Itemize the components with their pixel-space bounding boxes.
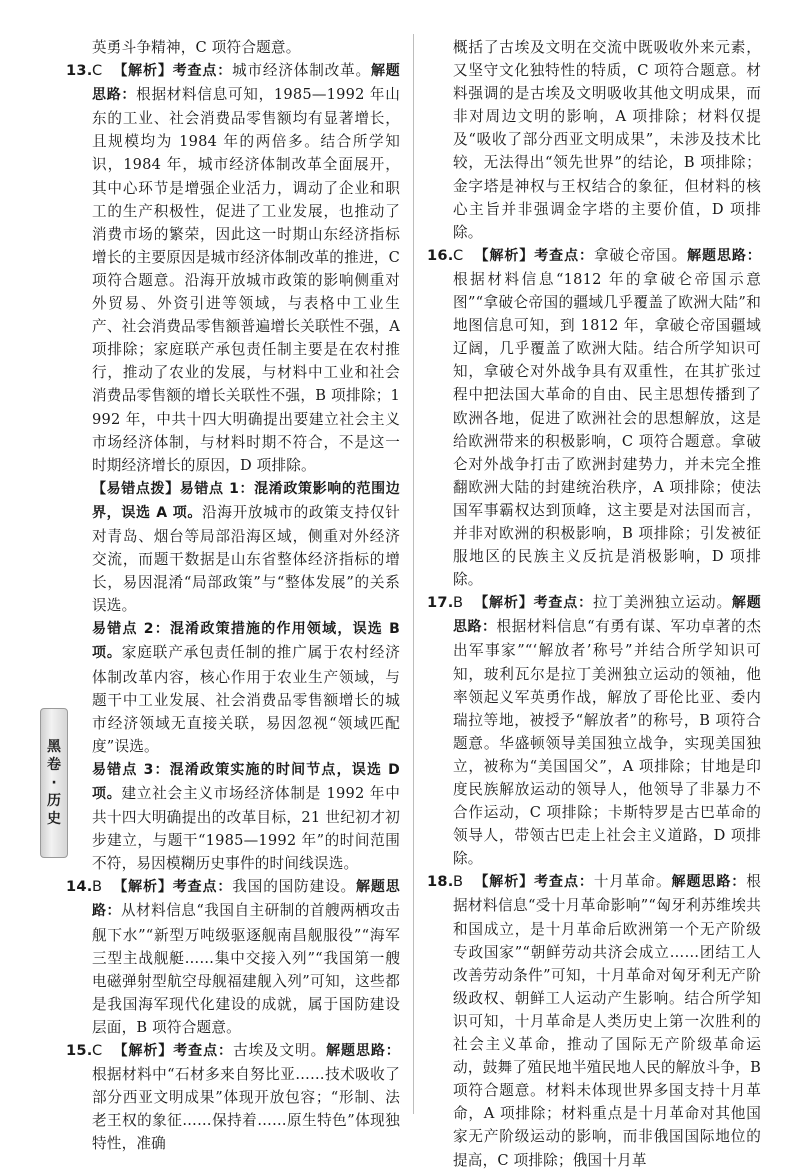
solution-idea-label: 解题思路：	[453, 595, 761, 636]
knowledge-point-label: 考查点：	[534, 247, 594, 264]
error-point-1-text: 沿海开放城市的政策支持仅针对青岛、烟台等局部沿海区域，侧重对外经济交流，而题干数据是山东省整体经济指标的增长，易因混淆“局部政策”与“整体发展”的关系误选。	[92, 503, 400, 615]
explanation-body: 根据材料信息“1812 年的拿破仑帝国示意图”“拿破仑帝国的疆域几乎覆盖了欧洲大陆”和地图信息可知，到 1812 年，拿破仑帝国疆域辽阔，几乎覆盖了欧洲大陆。结合所学知识可知，拿破仑对外战争具有双重性，在其扩张过程中把法国大革命的自由、民主思想传播到了欧洲各地，促进了欧洲社会的思想解放，这是给欧洲带来的积极影响，C 项符合题意。拿破仑对外战争打击了欧洲封建势力，并未完全推翻欧洲大陆的封建统治秩序，A 项排除；使法国军事霸权达到顶峰，这主要是对法国而言，并非对欧洲的积极影响，B 项排除；引发被征服地区的民族主义反抗是消极影响，D 项排除。	[453, 270, 761, 589]
answer-letter: C	[453, 246, 464, 264]
answer-letter: C	[92, 62, 103, 80]
answer-letter: C	[92, 1042, 103, 1060]
explanation-body: 根据材料中“石材多来自努比亚……技术吸收了部分西亚文明成果”体现开放包容；“形制、法老王权的象征……保持着……原生特色”体现独特性，准确	[92, 1066, 400, 1153]
column-divider	[413, 34, 414, 1114]
question-18-explanation	[427, 870, 761, 1171]
knowledge-point-label: 考查点：	[172, 63, 233, 80]
solution-idea-label: 解题思路：	[687, 247, 761, 264]
knowledge-point-label: 考查点：	[534, 874, 594, 891]
side-tab-char: ·	[51, 775, 57, 791]
q15-continuation: 概括了古埃及文明在交流中既吸收外来元素，又坚守文化独特性的特质，C 项符合题意。材料强调的是古埃及文明吸收其他文明成果，而非对周边文明的影响，A 项排除；材料仅提及“吸收了部分西亚文明成果”，未涉及技术比较，无法得出“领先世界”的结论，B 项排除；金字塔是神权与王权结合的象征，但材料的核心主旨并非强调金字塔的主要价值，D 项排除。	[453, 39, 761, 241]
side-tab-char: 卷	[47, 757, 61, 773]
question-number: 14.	[66, 878, 93, 896]
knowledge-point: 十月革命。	[593, 873, 672, 891]
right-column	[427, 36, 761, 1172]
analysis-tag: 【解析】	[474, 874, 535, 891]
error-tips-tag: 【易错点拨】	[92, 480, 180, 497]
left-column	[66, 36, 400, 1156]
explanation-body: 根据材料信息“有勇有谋、军功卓著的杰出军事家”“‘解放者’称号”并结合所学知识可知，玻利瓦尔是拉丁美洲独立运动的领袖，他率领起义军英勇作战，解放了哥伦比亚、委内瑞拉等地，被授予“解放者”的称号，B 项符合题意。华盛顿领导美国独立战争，实现美国独立，被称为“美国国父”，A 项排除；甘地是印度民族解放运动的领导人，他领导了非暴力不合作运动，C 项排除；卡斯特罗是古巴革命的领导人，带领古巴走上社会主义道路，D 项排除。	[453, 618, 762, 868]
explanation-body: 根据材料信息“受十月革命影响”“匈牙利苏维埃共和国成立，是十月革命后欧洲第一个无产阶级专政国家”“朝鲜劳动共济会成立……团结工人改善劳动条件”可知，十月革命对匈牙利无产阶级政权、朝鲜工人运动产生影响。结合所学知识可知，十月革命是人类历史上第一次胜利的社会主义革命，推动了国际无产阶级革命运动，鼓舞了殖民地半殖民地人民的解放斗争，B 项符合题意。材料未体现世界多国支持十月革命，A 项排除；材料重点是十月革命对其他国家无产阶级运动的影响，而非俄国国际地位的提高，C 项排除；俄国十月革	[453, 873, 761, 1169]
knowledge-point-label: 考查点：	[172, 879, 233, 896]
knowledge-point: 我国的国防建设。	[232, 878, 357, 896]
question-number: 15.	[66, 1042, 93, 1060]
error-point-1-label: 易错点 1：混淆政策影响的范围边界，误选 A 项。	[92, 480, 400, 521]
question-17-explanation	[427, 591, 761, 870]
question-15-explanation	[66, 1039, 400, 1155]
question-number: 17.	[427, 594, 454, 612]
answer-letter: B	[453, 873, 464, 891]
question-13-explanation	[66, 59, 400, 477]
answer-letter: B	[92, 878, 103, 896]
question-14-explanation	[66, 875, 400, 1039]
side-tab-char: 历	[47, 793, 61, 809]
error-point-3	[66, 758, 400, 875]
error-point-2	[66, 617, 400, 758]
side-tab-char: 史	[47, 811, 61, 827]
knowledge-point-label: 考查点：	[173, 1043, 233, 1060]
solution-idea-label: 解题思路：	[92, 879, 400, 920]
analysis-tag: 【解析】	[113, 879, 173, 896]
knowledge-point: 拿破仑帝国。	[593, 246, 688, 264]
solution-idea-label: 解题思路：	[326, 1043, 400, 1060]
error-point-1	[66, 477, 400, 618]
answer-letter: B	[453, 594, 464, 612]
question-number: 13.	[66, 62, 93, 80]
explanation-body: 从材料信息“我国自主研制的首艘两栖攻击舰下水”“新型万吨级驱逐舰南昌舰服役”“海军三型主战舰艇……集中交接入列”“我国第一艘电磁弹射型航空母舰福建舰入列”可知，这些都是我国海军现代化建设的成就，属于国防建设层面，B 项符合题意。	[92, 902, 400, 1036]
analysis-tag: 【解析】	[474, 595, 534, 612]
side-tab-char: 黑	[47, 739, 61, 755]
question-number: 18.	[427, 873, 454, 891]
question-number: 16.	[427, 246, 454, 264]
knowledge-point: 拉丁美洲独立运动。	[592, 594, 732, 612]
error-point-3-label: 易错点 3：混淆政策实施的时间节点，误选 D 项。	[92, 761, 400, 802]
explanation-body: 根据材料信息可知，1985—1992 年山东的工业、社会消费品零售额均有显著增长，且规模均为 1984 年的两倍多。结合所学知识，1984 年，城市经济体制改革全面展开，其中心环节是增强企业活力，调动了企业和职工的生产积极性，促进了工业发展，也推动了消费市场的繁荣，因此这一时期山东经济指标增长的主要原因是城市经济体制改革的推进，C 项符合题意。沿海开放城市政策的影响侧重对外贸易、外资引进等领域，与表格中工业生产、社会消费品零售额普遍增长关联性不强，A 项排除；家庭联产承包责任制主要是在农村推行，推动了农业的发展，与材料中工业和社会消费品零售额的增长关联性不强，B 项排除；1992 年，中共十四大明确提出要建立社会主义市场经济体制，与材料时期不符合，不是这一时期经济增长的原因，D 项排除。	[92, 86, 400, 474]
error-point-3-text: 建立社会主义市场经济体制是 1992 年中共十四大明确提出的改革目标，21 世纪初才初步建立，与题干“1985—1992 年”的时间范围不符，易因模糊历史事件的时间线误选。	[92, 785, 401, 873]
solution-idea-label: 解题思路：	[671, 874, 747, 891]
analysis-tag: 【解析】	[113, 1043, 174, 1060]
knowledge-point: 城市经济体制改革。	[232, 62, 371, 80]
solution-idea-label: 解题思路：	[92, 63, 400, 104]
error-point-2-text: 家庭联产承包责任制的推广属于农村经济体制改革内容，核心作用于农业生产领域，与题干中工业发展、社会消费品零售额增长的城市经济领域无直接关联，易因忽视“领域匹配度”误选。	[92, 644, 400, 755]
knowledge-point-label: 考查点：	[533, 595, 593, 612]
analysis-tag: 【解析】	[113, 63, 173, 80]
knowledge-point: 古埃及文明。	[232, 1042, 327, 1060]
side-section-tab	[40, 708, 68, 858]
error-point-2-label: 易错点 2：混淆政策措施的作用领域，误选 B 项。	[92, 621, 400, 662]
q12-continuation: 英勇斗争精神，C 项符合题意。	[92, 39, 301, 56]
analysis-tag: 【解析】	[474, 247, 535, 264]
question-16-explanation	[427, 244, 761, 591]
